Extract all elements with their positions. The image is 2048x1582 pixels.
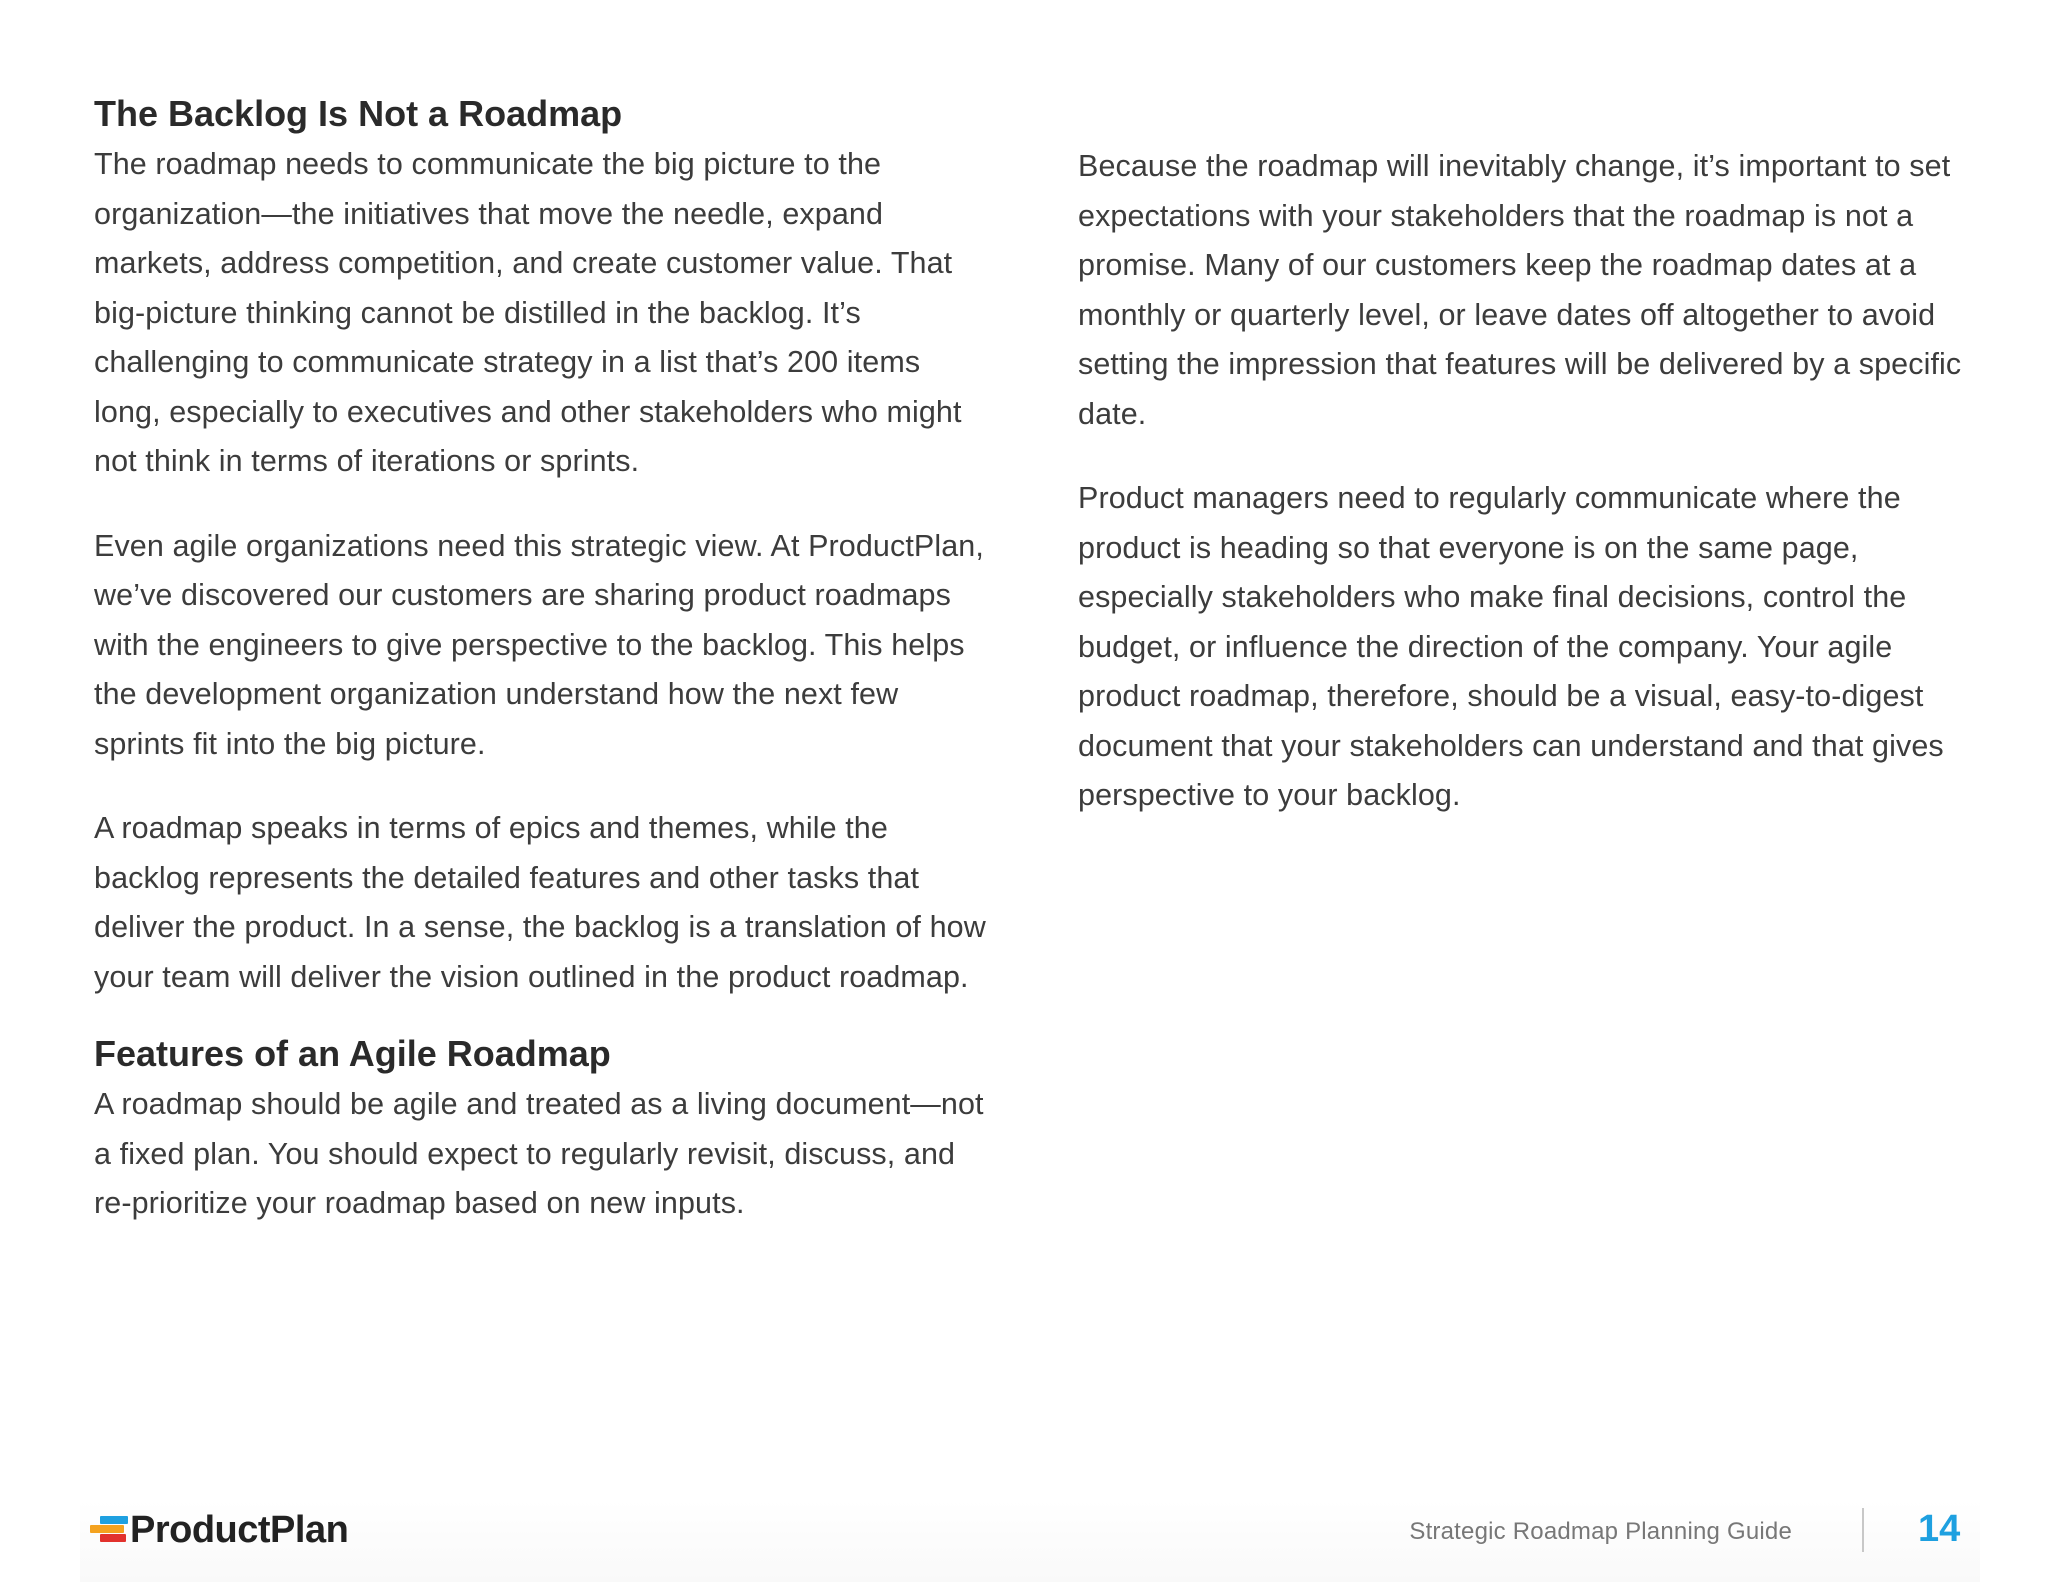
productplan-logo-icon (90, 1514, 128, 1546)
productplan-logo (90, 1510, 348, 1550)
paragraph: Because the roadmap will inevitably change, it’s important to set expectations with your stakeholders that the roadmap is not a promise. Many of our customers keep the roadmap dates at a monthly or quarterly level, or leave dates off altogether to avoid setting the impression that features will be delivered by a specific date. (1078, 149, 1962, 431)
right-column (1078, 142, 1978, 856)
paragraph: A roadmap should be agile and treated as a living document—not a fixed plan. You should expect to regularly revisit, discuss, and re-prioritize your roadmap based on new inputs. (94, 1087, 984, 1220)
section-heading-backlog: The Backlog Is Not a Roadmap (94, 93, 623, 134)
paragraph: Even agile organizations need this strategic view. At ProductPlan, we’ve discovered our customers are sharing product roadmaps with the engineers to give perspective to the backlog. This helps the development organization understand how the next few sprints fit into the big picture. (94, 528, 984, 761)
paragraph: The roadmap needs to communicate the big picture to the organization—the initiatives that move the needle, expand markets, address competition, and create customer value. That big-picture thinking cannot be distilled in the backlog. It’s challenging to communicate strategy in a list that’s 200 items long, especially to executives and other stakeholders who might not think in terms of iterations or sprints. (94, 147, 962, 478)
logo-bar-orange (90, 1525, 124, 1533)
left-column (94, 88, 994, 1264)
guide-title: Strategic Roadmap Planning Guide (1409, 1518, 1792, 1545)
footer-divider (1862, 1508, 1864, 1552)
paragraph: Product managers need to regularly communicate where the product is heading so that everyone is on the same page, especially stakeholders who make final decisions, control the budget, or influence the direction of the company. Your agile product roadmap, therefore, should be a visual, easy-to-digest document that your stakeholders can understand and that gives perspective to your backlog. (1078, 481, 1944, 812)
logo-bar-blue (100, 1516, 128, 1524)
logo-bar-red (100, 1534, 126, 1542)
section-heading-features: Features of an Agile Roadmap (94, 1033, 611, 1074)
page-number: 14 (1918, 1508, 1961, 1550)
paragraph: A roadmap speaks in terms of epics and themes, while the backlog represents the detailed features and other tasks that deliver the product. In a sense, the backlog is a translation of how your team will deliver the vision outlined in the product roadmap. (94, 811, 986, 994)
logo-text: ProductPlan (130, 1508, 349, 1551)
